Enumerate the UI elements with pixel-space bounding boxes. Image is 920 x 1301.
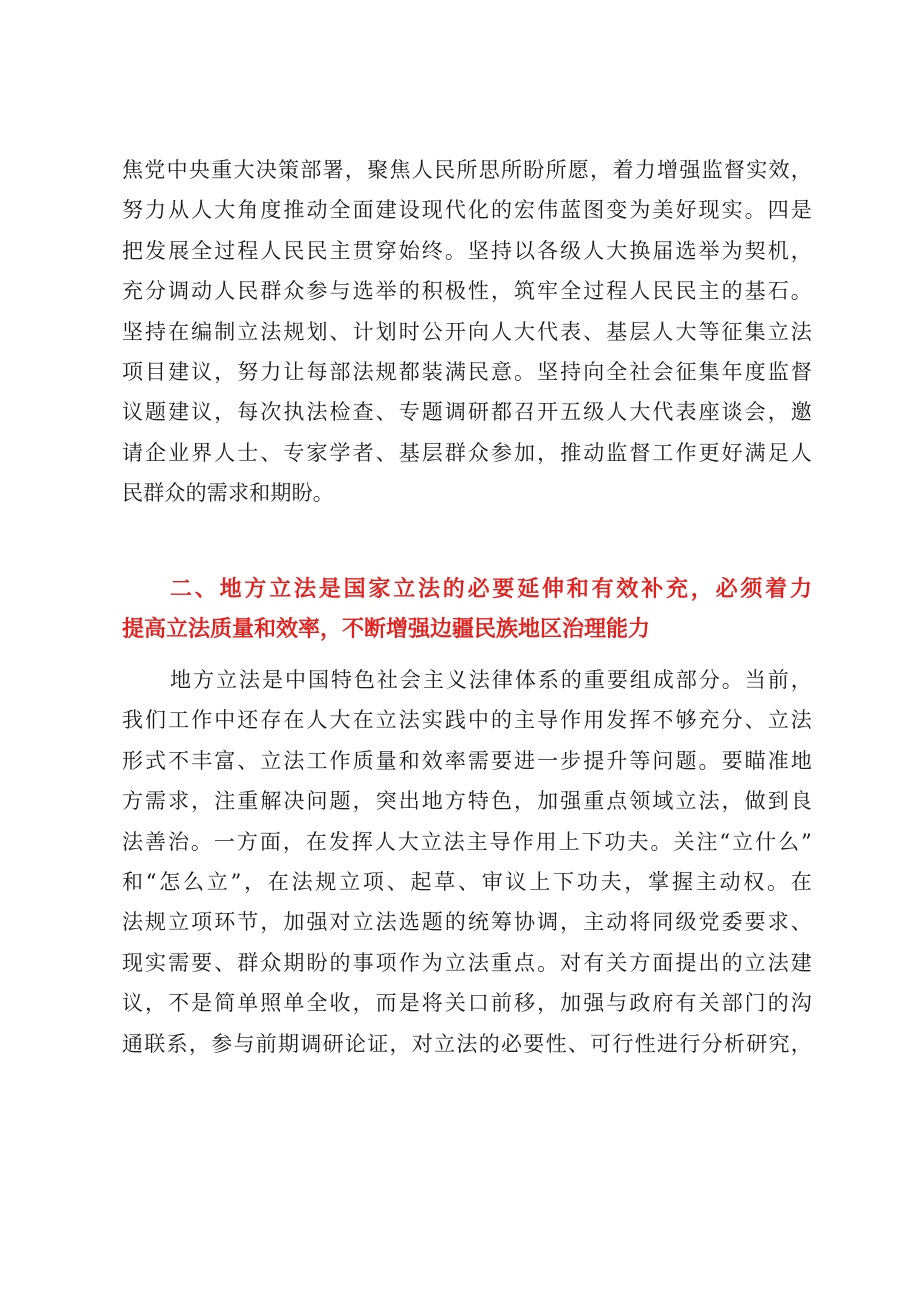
heading-line: 二、地方立法是国家立法的必要延伸和有效补充，必须着力	[170, 577, 812, 602]
paragraph-body	[122, 660, 812, 1064]
paragraph-line: 把发展全过程人民民主贯穿始终。坚持以各级人大换届选举为契机，	[122, 238, 812, 263]
heading-line: 提高立法质量和效率，不断增强边疆民族地区治理能力	[122, 617, 651, 643]
paragraph-line: 地方立法是中国特色社会主义法律体系的重要组成部分。当前，	[170, 668, 812, 692]
paragraph-line: 通联系，参与前期调研论证，对立法的必要性、可行性进行分析研究，	[122, 1031, 812, 1056]
paragraph-line: 民群众的需求和期盼。	[122, 481, 334, 506]
paragraph-line: 我们工作中还存在人大在立法实践中的主导作用发挥不够充分、立法	[122, 708, 812, 733]
paragraph-line: 充分调动人民群众参与选举的积极性，筑牢全过程人民民主的基石。	[122, 279, 812, 304]
paragraph-line: 议题建议，每次执法检查、专题调研都召开五级人大代表座谈会，邀	[122, 400, 812, 425]
paragraph-line: 现实需要、群众期盼的事项作为立法重点。对有关方面提出的立法建	[122, 950, 812, 975]
section-heading	[122, 570, 812, 651]
paragraph-line: 焦党中央重大决策部署，聚焦人民所思所盼所愿，着力增强监督实效，	[122, 158, 812, 182]
paragraph-line: 方需求，注重解决问题，突出地方特色，加强重点领域立法，做到良	[122, 789, 812, 814]
paragraph-line: 坚持在编制立法规划、计划时公开向人大代表、基层人大等征集立法	[122, 319, 812, 344]
paragraph-line: 和“怎么立”，在法规立项、起草、审议上下功夫，掌握主动权。在	[122, 869, 812, 894]
paragraph-line: 项目建议，努力让每部法规都装满民意。坚持向全社会征集年度监督	[122, 359, 812, 384]
paragraph-line: 努力从人大角度推动全面建设现代化的宏伟蓝图变为美好现实。四是	[122, 198, 812, 223]
paragraph-line: 法规立项环节，加强对立法选题的统筹协调，主动将同级党委要求、	[122, 910, 812, 935]
paragraph-continuation	[122, 150, 812, 514]
paragraph-line: 形式不丰富、立法工作质量和效率需要进一步提升等问题。要瞄准地	[122, 748, 812, 773]
paragraph-line: 议，不是简单照单全收，而是将关口前移，加强与政府有关部门的沟	[122, 991, 812, 1016]
paragraph-line: 请企业界人士、专家学者、基层群众参加，推动监督工作更好满足人	[122, 440, 812, 465]
paragraph-line: 法善治。一方面，在发挥人大立法主导作用上下功夫。关注“立什么”	[122, 829, 812, 854]
